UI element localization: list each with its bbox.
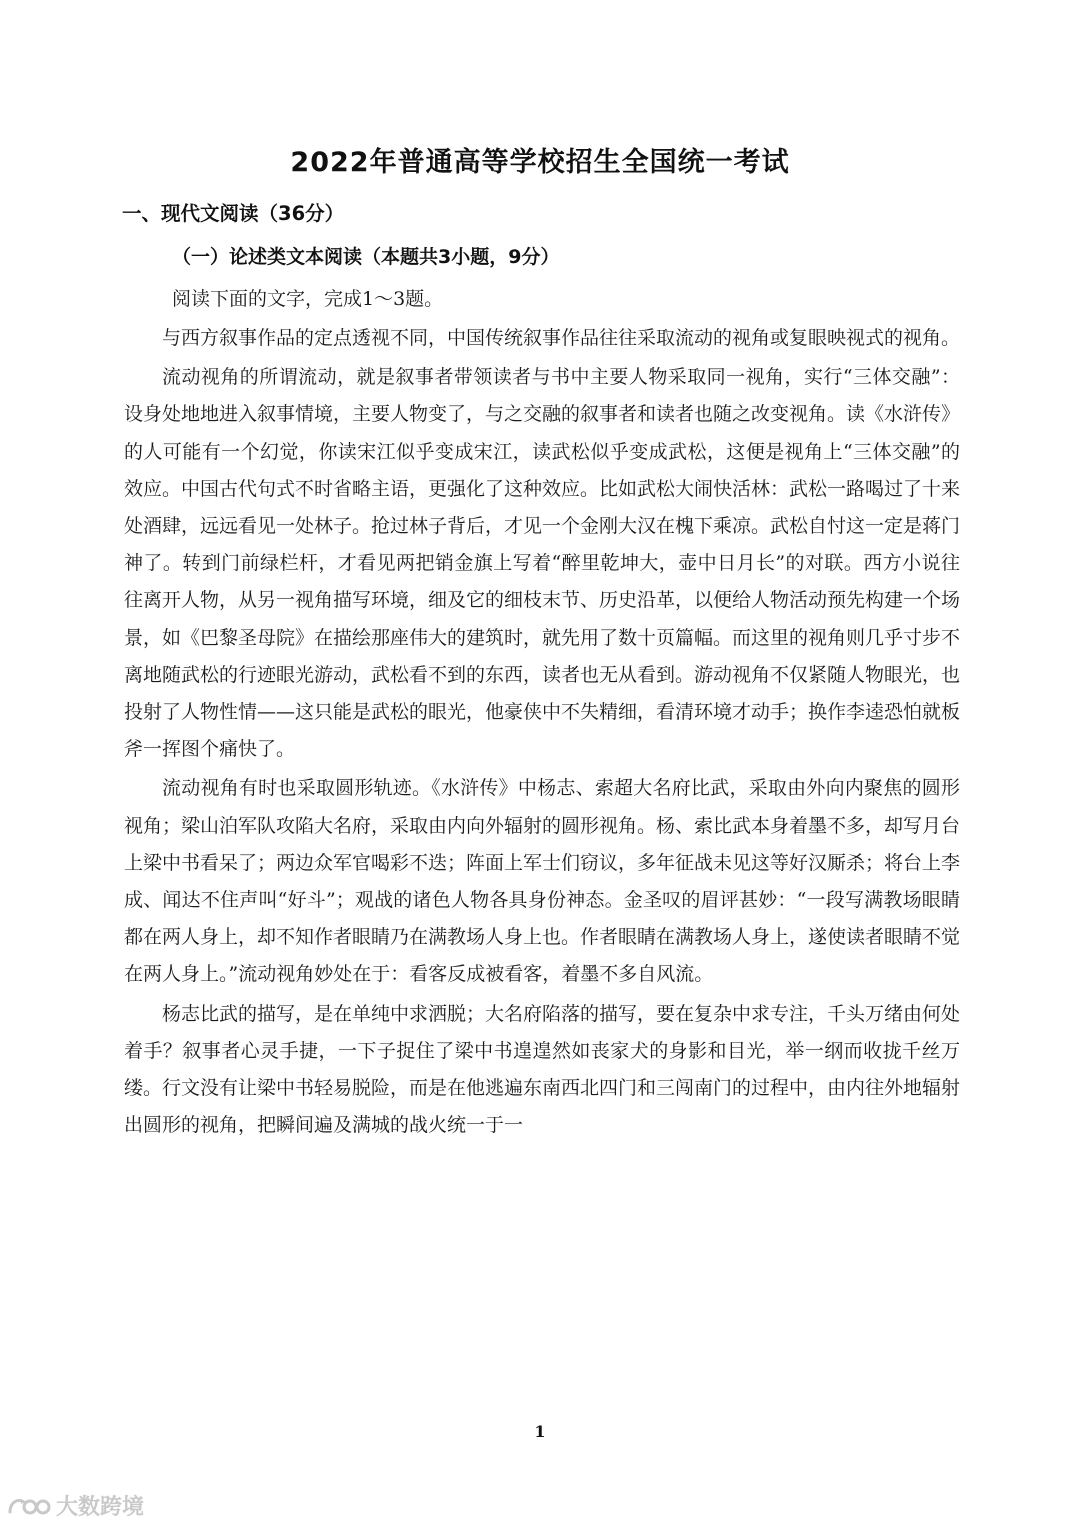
reading-passage (124, 320, 960, 1146)
svg-text:+: + (18, 1496, 25, 1506)
reading-instruction: 阅读下面的文字，完成1～3题。 (172, 288, 444, 310)
passage-paragraph-3: 流动视角有时也采取圆形轨迹。《水浒传》中杨志、索超大名府比武，采取由外向内聚焦的圆形视角；梁山泊军队攻陷大名府，采取由内向外辐射的圆形视角。杨、索比武本身着墨不多，却写月台上梁中书看呆了；两边众军官喝彩不迭；阵面上军士们窃议，多年征战未见这等好汉厮杀；将台上李成、闻达不住声叫“好斗”；观战的诸色人物各具身份神态。金圣叹的眉评甚妙：“一段写满教场眼睛都在两人身上，却不知作者眼睛乃在满教场人身上也。作者眼睛在满教场人身上，遂使读者眼睛不觉在两人身上。”流动视角妙处在于：看客反成被看客，着墨不多自风流。 (124, 777, 961, 986)
watermark-logo-icon (6, 1494, 52, 1518)
page-number: 1 (534, 1422, 546, 1441)
passage-paragraph-2: 流动视角的所谓流动，就是叙事者带领读者与书中主要人物采取同一视角，实行“三体交融”：设身处地地进入叙事情境，主要人物变了，与之交融的叙事者和读者也随之改变视角。读《水浒传》的人可能有一个幻觉，你读宋江似乎变成宋江，读武松似乎变成武松，这便是视角上“三体交融”的效应。中国古代句式不时省略主语，更强化了这种效应。比如武松大闹快活林：武松一路喝过了十来处酒肆，远远看见一处林子。抢过林子背后，才见一个金刚大汉在槐下乘凉。武松自忖这一定是蒋门神了。转到门前绿栏杆，才看见两把销金旗上写着“醉里乾坤大，壶中日月长”的对联。西方小说往往离开人物，从另一视角描写环境，细及它的细枝末节、历史沿革，以便给人物活动预先构建一个场景，如《巴黎圣母院》在描绘那座伟大的建筑时，就先用了数十页篇幅。而这里的视角则几乎寸步不离地随武松的行迹眼光游动，武松看不到的东西，读者也无从看到。游动视角不仅紧随人物眼光，也投射了人物性情——这只能是武松的眼光，他豪侠中不失精细，看清环境才动手；换作李逵恐怕就板斧一挥图个痛快了。 (124, 366, 961, 761)
passage-paragraph-4: 杨志比武的描写，是在单纯中求洒脱；大名府陷落的描写，要在复杂中求专注，千头万绪由何处着手？叙事者心灵手捷，一下子捉住了梁中书遑遑然如丧家犬的身影和目光，举一纲而收拢千丝万缕。行文没有让梁中书轻易脱险，而是在他逃遍东南西北四门和三闯南门的过程中，由内往外地辐射出圆形的视角，把瞬间遍及满城的战火统一于一 (124, 1002, 961, 1137)
exam-title: 2022年普通高等学校招生全国统一考试 (290, 147, 790, 178)
section-heading: 一、现代文阅读（36分） (122, 202, 345, 225)
subsection-heading: （一）论述类文本阅读（本题共3小题，9分） (172, 246, 560, 268)
passage-paragraph-1: 与西方叙事作品的定点透视不同，中国传统叙事作品往往采取流动的视角或复眼映视式的视角。 (162, 327, 961, 349)
watermark (6, 1490, 144, 1521)
watermark-text: 大数跨境 (56, 1495, 145, 1520)
